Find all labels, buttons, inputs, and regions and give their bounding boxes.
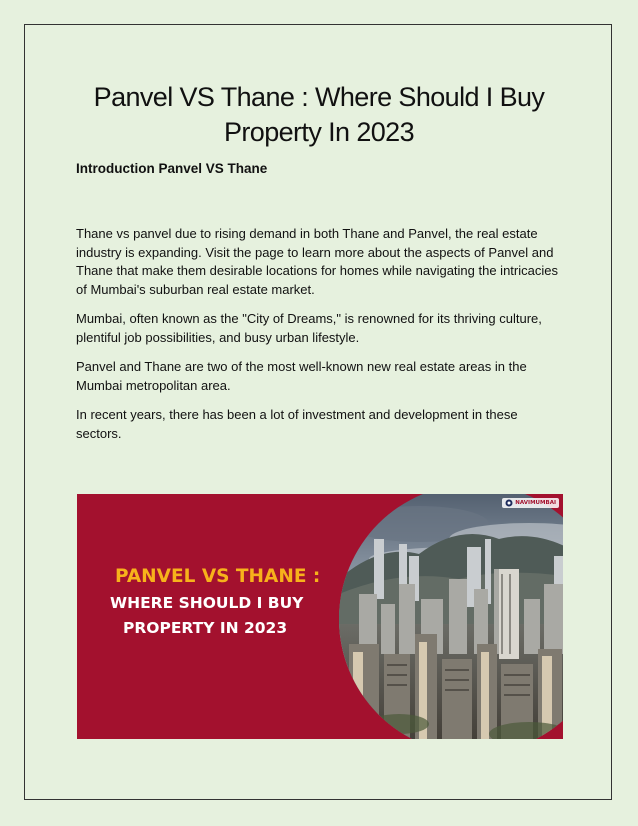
intro-heading: Introduction Panvel VS Thane [76, 161, 268, 176]
banner-line-3: PROPERTY IN 2023 [123, 619, 288, 637]
title-line-2: Property In 2023 [223, 117, 415, 147]
logo-text: NAVIMUMBAI [515, 500, 556, 506]
banner-line-2: WHERE SHOULD I BUY [110, 594, 304, 612]
paragraph-4: In recent years, there has been a lot of investment and development in these sectors. [76, 407, 518, 441]
banner-image [77, 494, 563, 739]
paragraph-2: Mumbai, often known as the "City of Dreams," is renowned for its thriving culture, plentiful job possibilities, and busy urban lifestyle. [76, 311, 542, 345]
paragraph-1: Thane vs panvel due to rising demand in both Thane and Panvel, the real estate industry is expanding. Visit the page to learn more about the aspects of Panvel and Thane that make them desirable locations for homes while navigating the intricacies of Mumbai's suburban real estate market. [76, 226, 558, 297]
title-line-1: Panvel VS Thane : Where Should I Buy [93, 82, 545, 112]
logo-emblem-icon [505, 499, 513, 507]
city-skyline-photo [339, 494, 563, 739]
paragraph-3: Panvel and Thane are two of the most well-known new real estate areas in the Mumbai metropolitan area. [76, 359, 527, 393]
document-title [60, 80, 578, 150]
banner-line-1: PANVEL VS THANE : [115, 566, 321, 587]
city-skyline-illustration [339, 494, 563, 739]
body-text [76, 225, 566, 454]
brand-logo [502, 498, 559, 508]
